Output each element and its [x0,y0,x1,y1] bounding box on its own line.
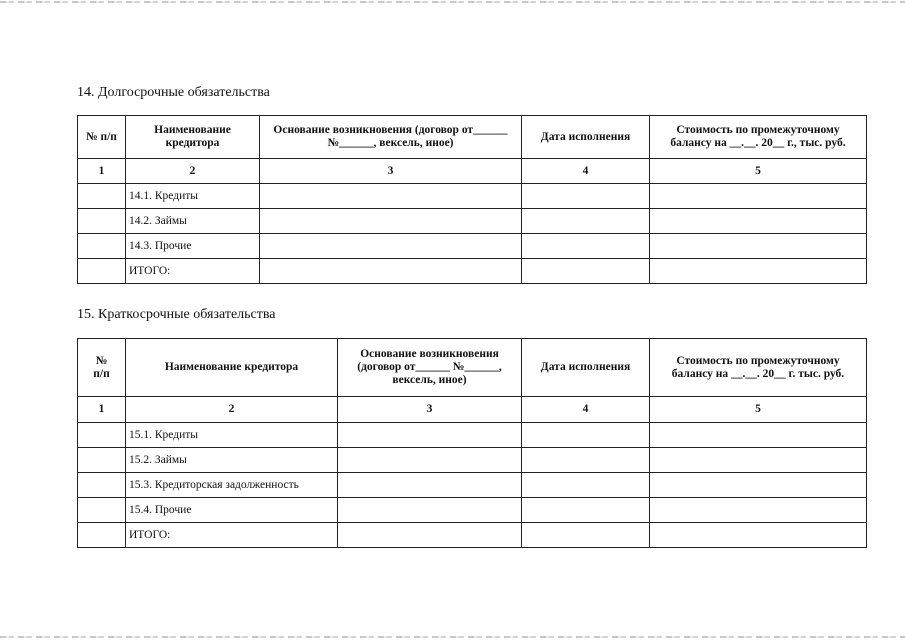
header-balance-value: Стоимость по промежуточному балансу на __.__. 20__ г., тыс. руб. [650,116,867,159]
scan-edge-top [0,1,905,3]
empty-cell [78,259,126,284]
row-label: 15.2. Займы [126,448,338,473]
row-label: 15.4. Прочие [126,498,338,523]
empty-cell [78,523,126,548]
empty-cell [522,448,650,473]
empty-cell [650,448,867,473]
empty-cell [78,498,126,523]
row-label: 15.3. Кредиторская задолженность [126,473,338,498]
table-row [78,498,867,523]
table-row [78,448,867,473]
empty-cell [260,234,522,259]
row-label: 15.1. Кредиты [126,423,338,448]
empty-cell [522,209,650,234]
empty-cell [650,209,867,234]
empty-cell [650,473,867,498]
empty-cell [260,259,522,284]
empty-cell [338,473,522,498]
empty-cell [78,209,126,234]
empty-cell [338,448,522,473]
empty-cell [338,498,522,523]
table-row-total [78,523,867,548]
column-number: 5 [650,159,867,184]
column-number: 2 [126,159,260,184]
table-row [78,209,867,234]
table-row [78,423,867,448]
empty-cell [650,498,867,523]
empty-cell [260,209,522,234]
empty-cell [650,423,867,448]
short-term-liabilities-table [77,338,867,548]
row-label: 14.2. Займы [126,209,260,234]
header-creditor-name: Наименование кредитора [126,339,338,397]
column-numbers-row [78,159,867,184]
header-due-date: Дата исполнения [522,116,650,159]
empty-cell [650,523,867,548]
empty-cell [78,423,126,448]
column-number: 5 [650,397,867,423]
header-balance-value: Стоимость по промежуточному балансу на __.__. 20__ г. тыс. руб. [650,339,867,397]
column-number: 3 [338,397,522,423]
empty-cell [522,523,650,548]
header-creditor-name: Наименование кредитора [126,116,260,159]
section-15-title: 15. Краткосрочные обязательства [77,307,276,322]
row-label-total: ИТОГО: [126,259,260,284]
table-header-row [78,339,867,397]
column-numbers-row [78,397,867,423]
empty-cell [78,473,126,498]
empty-cell [522,234,650,259]
row-label: 14.1. Кредиты [126,184,260,209]
empty-cell [338,523,522,548]
header-number: № п/п [78,116,126,159]
column-number: 1 [78,397,126,423]
header-number: № п/п [78,339,126,397]
empty-cell [650,234,867,259]
empty-cell [78,448,126,473]
column-number: 3 [260,159,522,184]
column-number: 4 [522,159,650,184]
table-row [78,473,867,498]
empty-cell [650,259,867,284]
table-row-total [78,259,867,284]
table-row [78,184,867,209]
row-label: 14.3. Прочие [126,234,260,259]
column-number: 4 [522,397,650,423]
empty-cell [522,498,650,523]
header-due-date: Дата исполнения [522,339,650,397]
section-14-title: 14. Долгосрочные обязательства [77,85,270,100]
table-row [78,234,867,259]
empty-cell [78,184,126,209]
empty-cell [260,184,522,209]
empty-cell [338,423,522,448]
empty-cell [522,184,650,209]
empty-cell [522,473,650,498]
empty-cell [650,184,867,209]
row-label-total: ИТОГО: [126,523,338,548]
scan-edge-bottom [0,636,905,638]
header-basis: Основание возникновения (договор от______ №______, вексель, иное) [338,339,522,397]
empty-cell [78,234,126,259]
column-number: 1 [78,159,126,184]
long-term-liabilities-table [77,115,867,284]
empty-cell [522,259,650,284]
table-header-row [78,116,867,159]
column-number: 2 [126,397,338,423]
empty-cell [522,423,650,448]
header-basis: Основание возникновения (договор от______ №______, вексель, иное) [260,116,522,159]
